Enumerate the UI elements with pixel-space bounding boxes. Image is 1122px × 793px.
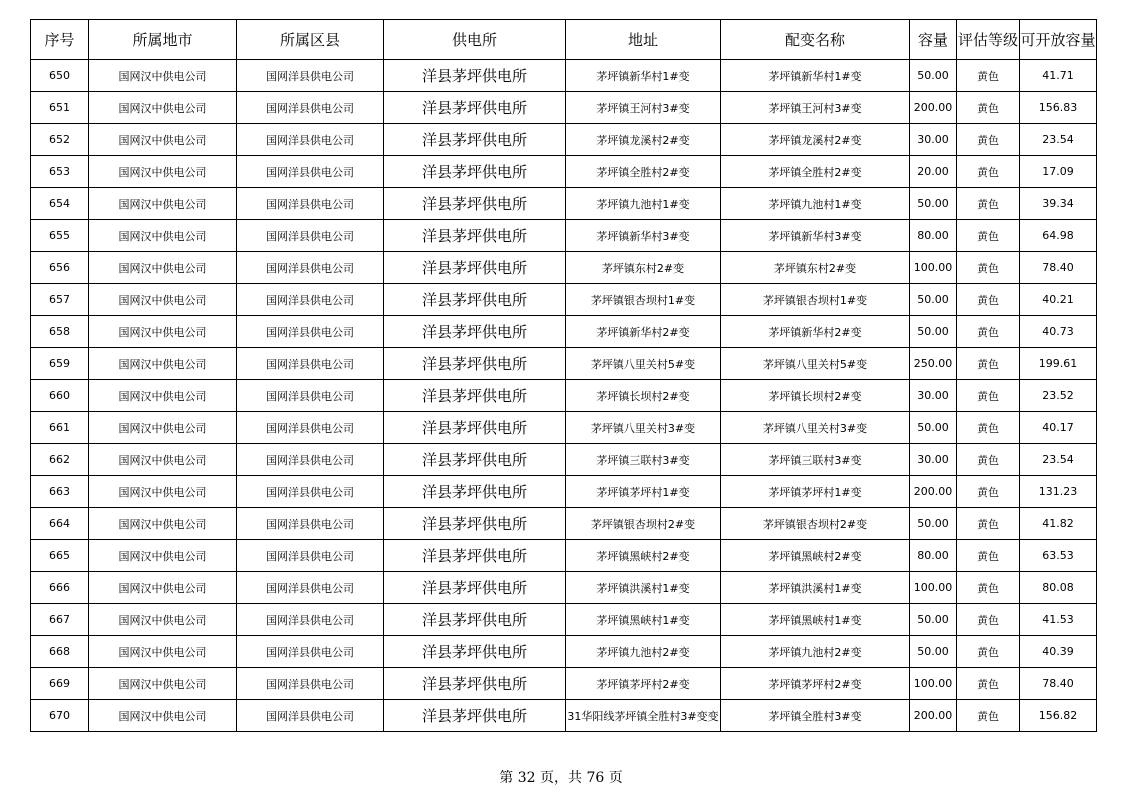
cell-open-capacity: 199.61 xyxy=(1020,348,1097,380)
cell-county: 国网洋县供电公司 xyxy=(237,348,384,380)
cell-capacity: 50.00 xyxy=(910,412,957,444)
cell-capacity: 50.00 xyxy=(910,604,957,636)
cell-capacity: 30.00 xyxy=(910,124,957,156)
cell-rating: 黄色 xyxy=(957,476,1020,508)
table-row xyxy=(31,316,1097,348)
cell-open-capacity: 41.71 xyxy=(1020,60,1097,92)
cell-rating: 黄色 xyxy=(957,508,1020,540)
table-row xyxy=(31,412,1097,444)
cell-city: 国网汉中供电公司 xyxy=(89,412,237,444)
cell-county: 国网洋县供电公司 xyxy=(237,540,384,572)
cell-city: 国网汉中供电公司 xyxy=(89,188,237,220)
table-body xyxy=(31,60,1097,732)
cell-capacity: 30.00 xyxy=(910,444,957,476)
cell-county: 国网洋县供电公司 xyxy=(237,604,384,636)
cell-open-capacity: 40.39 xyxy=(1020,636,1097,668)
cell-index: 670 xyxy=(31,700,89,732)
cell-address: 茅坪镇九池村2#变 xyxy=(566,636,721,668)
cell-rating: 黄色 xyxy=(957,604,1020,636)
cell-capacity: 50.00 xyxy=(910,188,957,220)
cell-address: 茅坪镇黑峡村1#变 xyxy=(566,604,721,636)
cell-station: 洋县茅坪供电所 xyxy=(384,604,566,636)
cell-county: 国网洋县供电公司 xyxy=(237,476,384,508)
cell-county: 国网洋县供电公司 xyxy=(237,572,384,604)
cell-county: 国网洋县供电公司 xyxy=(237,380,384,412)
cell-index: 664 xyxy=(31,508,89,540)
cell-rating: 黄色 xyxy=(957,380,1020,412)
cell-rating: 黄色 xyxy=(957,444,1020,476)
cell-station: 洋县茅坪供电所 xyxy=(384,668,566,700)
cell-county: 国网洋县供电公司 xyxy=(237,284,384,316)
cell-open-capacity: 131.23 xyxy=(1020,476,1097,508)
cell-open-capacity: 39.34 xyxy=(1020,188,1097,220)
cell-index: 668 xyxy=(31,636,89,668)
table-row xyxy=(31,508,1097,540)
cell-index: 660 xyxy=(31,380,89,412)
cell-capacity: 100.00 xyxy=(910,668,957,700)
cell-index: 652 xyxy=(31,124,89,156)
cell-index: 661 xyxy=(31,412,89,444)
cell-station: 洋县茅坪供电所 xyxy=(384,220,566,252)
cell-transformer-name: 茅坪镇全胜村3#变 xyxy=(721,700,910,732)
header-rating: 评估等级 xyxy=(957,20,1020,60)
table-row xyxy=(31,124,1097,156)
cell-transformer-name: 茅坪镇九池村2#变 xyxy=(721,636,910,668)
cell-station: 洋县茅坪供电所 xyxy=(384,476,566,508)
cell-index: 651 xyxy=(31,92,89,124)
cell-transformer-name: 茅坪镇三联村3#变 xyxy=(721,444,910,476)
cell-transformer-name: 茅坪镇茅坪村2#变 xyxy=(721,668,910,700)
cell-rating: 黄色 xyxy=(957,572,1020,604)
cell-city: 国网汉中供电公司 xyxy=(89,476,237,508)
cell-county: 国网洋县供电公司 xyxy=(237,188,384,220)
header-station: 供电所 xyxy=(384,20,566,60)
table-row xyxy=(31,348,1097,380)
cell-open-capacity: 23.54 xyxy=(1020,124,1097,156)
cell-city: 国网汉中供电公司 xyxy=(89,220,237,252)
cell-capacity: 250.00 xyxy=(910,348,957,380)
cell-city: 国网汉中供电公司 xyxy=(89,284,237,316)
table-row xyxy=(31,668,1097,700)
cell-index: 663 xyxy=(31,476,89,508)
header-county: 所属区县 xyxy=(237,20,384,60)
cell-city: 国网汉中供电公司 xyxy=(89,668,237,700)
table-row xyxy=(31,636,1097,668)
header-index: 序号 xyxy=(31,20,89,60)
cell-county: 国网洋县供电公司 xyxy=(237,668,384,700)
cell-address: 茅坪镇全胜村2#变 xyxy=(566,156,721,188)
cell-address: 茅坪镇新华村2#变 xyxy=(566,316,721,348)
cell-capacity: 30.00 xyxy=(910,380,957,412)
cell-city: 国网汉中供电公司 xyxy=(89,156,237,188)
header-city: 所属地市 xyxy=(89,20,237,60)
cell-station: 洋县茅坪供电所 xyxy=(384,572,566,604)
cell-station: 洋县茅坪供电所 xyxy=(384,700,566,732)
cell-station: 洋县茅坪供电所 xyxy=(384,60,566,92)
cell-city: 国网汉中供电公司 xyxy=(89,348,237,380)
cell-open-capacity: 40.17 xyxy=(1020,412,1097,444)
cell-city: 国网汉中供电公司 xyxy=(89,92,237,124)
cell-rating: 黄色 xyxy=(957,316,1020,348)
cell-rating: 黄色 xyxy=(957,252,1020,284)
header-transformer-name: 配变名称 xyxy=(721,20,910,60)
cell-station: 洋县茅坪供电所 xyxy=(384,156,566,188)
cell-station: 洋县茅坪供电所 xyxy=(384,444,566,476)
cell-index: 658 xyxy=(31,316,89,348)
cell-address: 茅坪镇王河村3#变 xyxy=(566,92,721,124)
cell-city: 国网汉中供电公司 xyxy=(89,540,237,572)
cell-rating: 黄色 xyxy=(957,668,1020,700)
table-row xyxy=(31,92,1097,124)
cell-transformer-name: 茅坪镇新华村1#变 xyxy=(721,60,910,92)
cell-transformer-name: 茅坪镇黑峡村1#变 xyxy=(721,604,910,636)
cell-open-capacity: 23.52 xyxy=(1020,380,1097,412)
cell-county: 国网洋县供电公司 xyxy=(237,252,384,284)
cell-county: 国网洋县供电公司 xyxy=(237,700,384,732)
cell-city: 国网汉中供电公司 xyxy=(89,380,237,412)
table-row xyxy=(31,604,1097,636)
cell-transformer-name: 茅坪镇八里关村3#变 xyxy=(721,412,910,444)
cell-open-capacity: 17.09 xyxy=(1020,156,1097,188)
header-capacity: 容量 xyxy=(910,20,957,60)
cell-station: 洋县茅坪供电所 xyxy=(384,284,566,316)
cell-open-capacity: 156.82 xyxy=(1020,700,1097,732)
cell-rating: 黄色 xyxy=(957,700,1020,732)
cell-transformer-name: 茅坪镇新华村2#变 xyxy=(721,316,910,348)
cell-rating: 黄色 xyxy=(957,220,1020,252)
cell-address: 茅坪镇八里关村3#变 xyxy=(566,412,721,444)
cell-rating: 黄色 xyxy=(957,284,1020,316)
cell-capacity: 100.00 xyxy=(910,252,957,284)
cell-open-capacity: 63.53 xyxy=(1020,540,1097,572)
cell-transformer-name: 茅坪镇茅坪村1#变 xyxy=(721,476,910,508)
cell-open-capacity: 41.53 xyxy=(1020,604,1097,636)
cell-capacity: 50.00 xyxy=(910,316,957,348)
capacity-table xyxy=(30,19,1097,732)
cell-open-capacity: 40.73 xyxy=(1020,316,1097,348)
cell-county: 国网洋县供电公司 xyxy=(237,124,384,156)
cell-rating: 黄色 xyxy=(957,60,1020,92)
cell-capacity: 20.00 xyxy=(910,156,957,188)
cell-transformer-name: 茅坪镇九池村1#变 xyxy=(721,188,910,220)
cell-station: 洋县茅坪供电所 xyxy=(384,188,566,220)
cell-county: 国网洋县供电公司 xyxy=(237,60,384,92)
cell-station: 洋县茅坪供电所 xyxy=(384,252,566,284)
cell-open-capacity: 78.40 xyxy=(1020,252,1097,284)
cell-city: 国网汉中供电公司 xyxy=(89,124,237,156)
cell-index: 657 xyxy=(31,284,89,316)
cell-index: 666 xyxy=(31,572,89,604)
cell-rating: 黄色 xyxy=(957,188,1020,220)
cell-index: 655 xyxy=(31,220,89,252)
cell-city: 国网汉中供电公司 xyxy=(89,60,237,92)
header-open-capacity: 可开放容量 xyxy=(1020,20,1097,60)
table-row xyxy=(31,220,1097,252)
cell-address: 茅坪镇三联村3#变 xyxy=(566,444,721,476)
cell-transformer-name: 茅坪镇王河村3#变 xyxy=(721,92,910,124)
cell-transformer-name: 茅坪镇龙溪村2#变 xyxy=(721,124,910,156)
cell-open-capacity: 156.83 xyxy=(1020,92,1097,124)
cell-city: 国网汉中供电公司 xyxy=(89,636,237,668)
cell-city: 国网汉中供电公司 xyxy=(89,572,237,604)
cell-rating: 黄色 xyxy=(957,156,1020,188)
table-row xyxy=(31,156,1097,188)
cell-city: 国网汉中供电公司 xyxy=(89,444,237,476)
cell-transformer-name: 茅坪镇银杏坝村1#变 xyxy=(721,284,910,316)
cell-address: 茅坪镇龙溪村2#变 xyxy=(566,124,721,156)
cell-rating: 黄色 xyxy=(957,636,1020,668)
cell-capacity: 50.00 xyxy=(910,60,957,92)
cell-index: 665 xyxy=(31,540,89,572)
cell-transformer-name: 茅坪镇长坝村2#变 xyxy=(721,380,910,412)
cell-address: 茅坪镇八里关村5#变 xyxy=(566,348,721,380)
table-row xyxy=(31,444,1097,476)
cell-city: 国网汉中供电公司 xyxy=(89,604,237,636)
cell-capacity: 50.00 xyxy=(910,284,957,316)
cell-transformer-name: 茅坪镇新华村3#变 xyxy=(721,220,910,252)
cell-capacity: 200.00 xyxy=(910,700,957,732)
cell-open-capacity: 40.21 xyxy=(1020,284,1097,316)
cell-capacity: 80.00 xyxy=(910,220,957,252)
cell-rating: 黄色 xyxy=(957,92,1020,124)
table-row xyxy=(31,380,1097,412)
cell-rating: 黄色 xyxy=(957,540,1020,572)
cell-index: 650 xyxy=(31,60,89,92)
cell-transformer-name: 茅坪镇八里关村5#变 xyxy=(721,348,910,380)
cell-address: 茅坪镇茅坪村2#变 xyxy=(566,668,721,700)
table-row xyxy=(31,284,1097,316)
cell-address: 茅坪镇银杏坝村1#变 xyxy=(566,284,721,316)
table-row xyxy=(31,188,1097,220)
cell-index: 669 xyxy=(31,668,89,700)
cell-index: 654 xyxy=(31,188,89,220)
cell-station: 洋县茅坪供电所 xyxy=(384,92,566,124)
table-row xyxy=(31,700,1097,732)
cell-address: 茅坪镇黑峡村2#变 xyxy=(566,540,721,572)
cell-capacity: 50.00 xyxy=(910,508,957,540)
cell-station: 洋县茅坪供电所 xyxy=(384,540,566,572)
cell-transformer-name: 茅坪镇银杏坝村2#变 xyxy=(721,508,910,540)
cell-capacity: 200.00 xyxy=(910,476,957,508)
cell-transformer-name: 茅坪镇东村2#变 xyxy=(721,252,910,284)
cell-address: 茅坪镇银杏坝村2#变 xyxy=(566,508,721,540)
cell-county: 国网洋县供电公司 xyxy=(237,412,384,444)
cell-county: 国网洋县供电公司 xyxy=(237,316,384,348)
cell-station: 洋县茅坪供电所 xyxy=(384,316,566,348)
cell-station: 洋县茅坪供电所 xyxy=(384,412,566,444)
cell-address: 茅坪镇洪溪村1#变 xyxy=(566,572,721,604)
cell-address: 茅坪镇新华村1#变 xyxy=(566,60,721,92)
cell-open-capacity: 78.40 xyxy=(1020,668,1097,700)
cell-county: 国网洋县供电公司 xyxy=(237,220,384,252)
cell-index: 659 xyxy=(31,348,89,380)
page-footer: 第 32 页，共 76 页 xyxy=(499,770,623,786)
cell-rating: 黄色 xyxy=(957,412,1020,444)
cell-city: 国网汉中供电公司 xyxy=(89,700,237,732)
cell-station: 洋县茅坪供电所 xyxy=(384,380,566,412)
cell-open-capacity: 23.54 xyxy=(1020,444,1097,476)
cell-county: 国网洋县供电公司 xyxy=(237,92,384,124)
table-row xyxy=(31,476,1097,508)
cell-station: 洋县茅坪供电所 xyxy=(384,508,566,540)
cell-index: 656 xyxy=(31,252,89,284)
cell-address: 31华阳线茅坪镇全胜村3#变变 xyxy=(566,700,721,732)
table-row xyxy=(31,252,1097,284)
cell-address: 茅坪镇长坝村2#变 xyxy=(566,380,721,412)
cell-city: 国网汉中供电公司 xyxy=(89,508,237,540)
cell-address: 茅坪镇东村2#变 xyxy=(566,252,721,284)
cell-capacity: 100.00 xyxy=(910,572,957,604)
cell-county: 国网洋县供电公司 xyxy=(237,636,384,668)
cell-station: 洋县茅坪供电所 xyxy=(384,124,566,156)
table-row xyxy=(31,572,1097,604)
table-row xyxy=(31,60,1097,92)
cell-county: 国网洋县供电公司 xyxy=(237,156,384,188)
cell-index: 667 xyxy=(31,604,89,636)
cell-capacity: 200.00 xyxy=(910,92,957,124)
cell-transformer-name: 茅坪镇全胜村2#变 xyxy=(721,156,910,188)
table-row xyxy=(31,540,1097,572)
cell-county: 国网洋县供电公司 xyxy=(237,444,384,476)
cell-address: 茅坪镇新华村3#变 xyxy=(566,220,721,252)
cell-transformer-name: 茅坪镇黑峡村2#变 xyxy=(721,540,910,572)
cell-city: 国网汉中供电公司 xyxy=(89,316,237,348)
header-row xyxy=(31,20,1097,60)
cell-address: 茅坪镇九池村1#变 xyxy=(566,188,721,220)
cell-rating: 黄色 xyxy=(957,348,1020,380)
cell-capacity: 50.00 xyxy=(910,636,957,668)
cell-index: 662 xyxy=(31,444,89,476)
cell-index: 653 xyxy=(31,156,89,188)
cell-capacity: 80.00 xyxy=(910,540,957,572)
header-address: 地址 xyxy=(566,20,721,60)
cell-rating: 黄色 xyxy=(957,124,1020,156)
cell-open-capacity: 64.98 xyxy=(1020,220,1097,252)
cell-open-capacity: 41.82 xyxy=(1020,508,1097,540)
cell-transformer-name: 茅坪镇洪溪村1#变 xyxy=(721,572,910,604)
cell-city: 国网汉中供电公司 xyxy=(89,252,237,284)
cell-station: 洋县茅坪供电所 xyxy=(384,348,566,380)
cell-county: 国网洋县供电公司 xyxy=(237,508,384,540)
cell-open-capacity: 80.08 xyxy=(1020,572,1097,604)
cell-station: 洋县茅坪供电所 xyxy=(384,636,566,668)
cell-address: 茅坪镇茅坪村1#变 xyxy=(566,476,721,508)
